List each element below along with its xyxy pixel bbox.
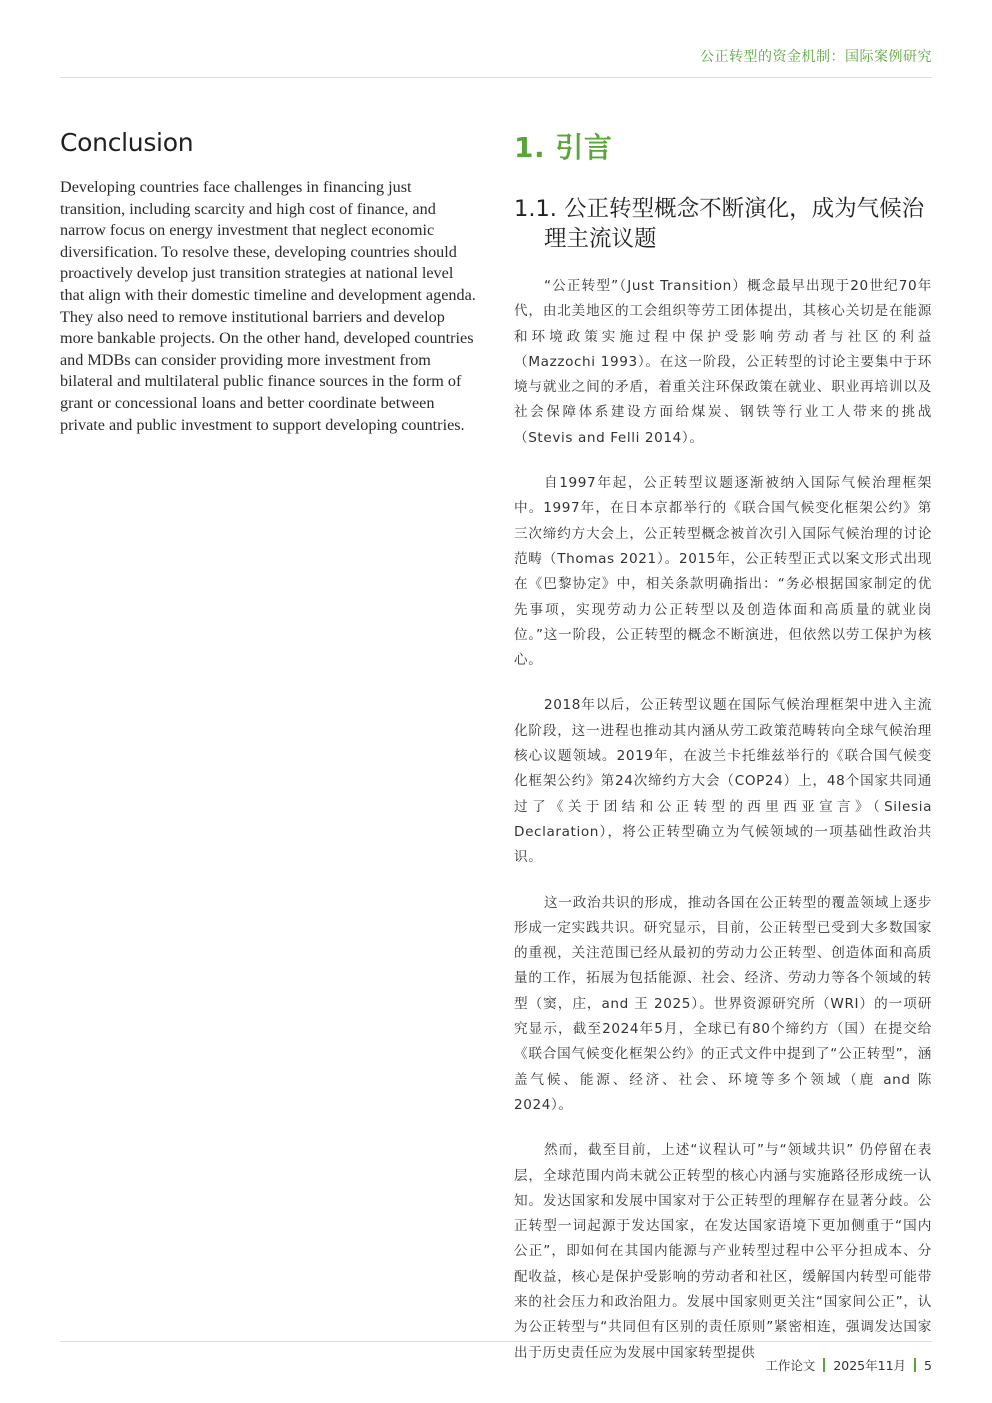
footer-doc-type: 工作论文 — [765, 1358, 816, 1373]
footer-separator — [914, 1358, 916, 1372]
body-paragraph-4: 这一政治共识的形成，推动各国在公正转型的覆盖领域上逐步形成一定实践共识。研究显示，目前，公正转型已受到大多数国家的重视，关注范围已经从最初的劳动力公正转型、创造体面和高质量的工作，拓展为包括能源、社会、经济、劳动力等各个领域的转型（窦，庄，and 王 2025）。世界资源研究所（WRI）的一项研究显示，截至2024年5月，全球已有80个缔约方（国）在提交给《联合国气候变化框架公约》的正式文件中提到了“公正转型”，涵盖气候、能源、经济、社会、环境等多个领域（鹿 and 陈 2024）。 — [514, 894, 932, 1113]
body-paragraph-5: 然而，截至目前，上述“议程认可”与“领域共识” 仍停留在表层，全球范围内尚未就公正转型的核心内涵与实施路径形成统一认知。发达国家和发展中国家对于公正转型的理解存在显著分歧。公正转型一词起源于发达国家，在发达国家语境下更加侧重于“国内公正”，即如何在其国内能源与产业转型过程中公平分担成本、分配收益，核心是保护受影响的劳动者和社区，缓解国内转型可能带来的社会压力和政治阻力。发展中国家则更关注“国家间公正”，认为公正转型与“共同但有区别的责任原则”紧密相连，强调发达国家出于历史责任应为发展中国家转型提供 — [514, 1142, 932, 1361]
conclusion-body: Developing countries face challenges in financing just transition, including scarcity and high cost of finance, and narrow focus on energy investment that neglect economic diversification. To resolve these, developing countries should proactively develop just transition strategies at national level that align with their domestic timeline and development agenda. They also need to remove institutional barriers and develop more bankable projects. On the other hand, developed countries and MDBs can consider providing more investment from bilateral and multilateral public finance sources in the form of grant or concessional loans and better coordinate between private and public investment to support developing countries. — [60, 178, 476, 434]
body-paragraph-3: 2018年以后，公正转型议题在国际气候治理框架中进入主流化阶段，这一进程也推动其内涵从劳工政策范畴转向全球气候治理核心议题领域。2019年，在波兰卡托维兹举行的《联合国气候变化框架公约》第24次缔约方大会（COP24）上，48个国家共同通过了《关于团结和公正转型的西里西亚宣言》（Silesia Declaration），将公正转型确立为气候领域的一项基础性政治共识。 — [514, 697, 932, 866]
footer-rule — [60, 1341, 932, 1342]
subsection-heading: 1.1. 公正转型概念不断演化，成为气候治理主流议题 — [514, 196, 925, 252]
introduction-column — [514, 126, 932, 1386]
conclusion-heading: Conclusion — [60, 128, 194, 157]
body-paragraph-1: “公正转型”（Just Transition）概念最早出现于20世纪70年代，由北美地区的工会组织等劳工团体提出，其核心关切是在能源和环境政策实施过程中保护受影响劳动者与社区的利益（Mazzochi 1993）。在这一阶段，公正转型的讨论主要集中于环境与就业之间的矛盾，着重关注环保政策在就业、职业再培训以及社会保障体系建设方面给煤炭、钢铁等行业工人带来的挑战（Stevis and Felli 2014）。 — [514, 278, 932, 446]
body-paragraph-2: 自1997年起，公正转型议题逐渐被纳入国际气候治理框架中。1997年，在日本京都举行的《联合国气候变化框架公约》第三次缔约方大会上，公正转型概念被首次引入国际气候治理的讨论范畴（Thomas 2021）。2015年，公正转型正式以案文形式出现在《巴黎协定》中，相关条款明确指出：“务必根据国家制定的优先事项，实现劳动力公正转型以及创造体面和高质量的就业岗位。”这一阶段，公正转型的概念不断演进，但依然以劳工保护为核心。 — [514, 475, 932, 669]
footer-separator — [823, 1358, 825, 1372]
running-header-title: 公正转型的资金机制：国际案例研究 — [700, 49, 932, 65]
page-number: 5 — [924, 1357, 932, 1373]
page-header — [60, 0, 932, 78]
footer-date: 2025年11月 — [833, 1358, 907, 1373]
page-footer — [765, 1356, 932, 1374]
section-heading: 1. 引言 — [514, 131, 613, 164]
conclusion-column — [60, 128, 478, 436]
